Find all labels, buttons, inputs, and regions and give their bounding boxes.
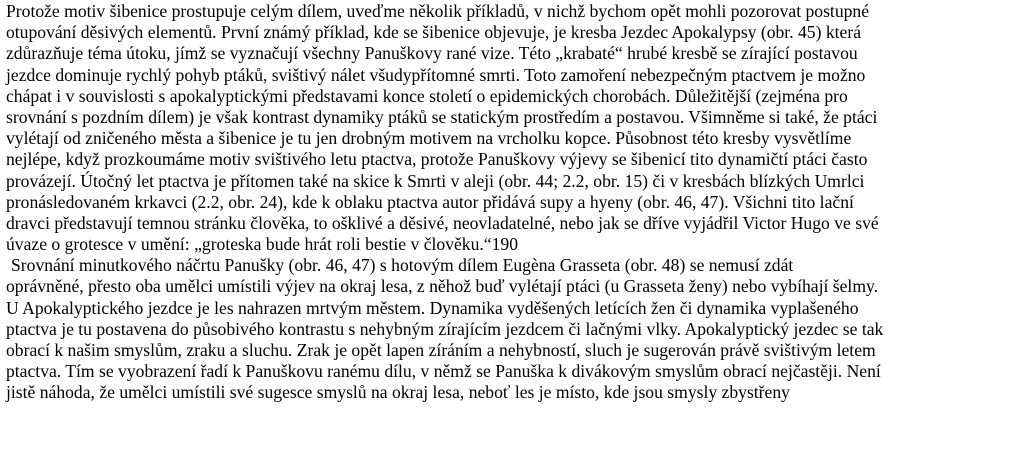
text-line: obrací k našim smyslům, zraku a sluchu. Zrak je opět lapen zíráním a nehybností, sluch je sugerován právě svištivým letem: [6, 340, 876, 360]
text-line: chápat i v souvislosti s apokalyptickými představami konce století o epidemických chorobách. Důležitější (zejména pro: [6, 85, 848, 106]
text-line: Protože motiv šibenice prostupuje celým dílem, uveďme několik příkladů, v nichž bychom opět mohli pozorovat postupné: [6, 1, 870, 21]
text-line: Srovnání minutkového náčrtu Panušky (obr. 46, 47) s hotovým dílem Eugèna Grasseta (obr. 48) se nemusí zdát: [11, 255, 794, 276]
text-line: pronásledovaném krkavci (2.2, obr. 24), kde k oblaku ptactva autor přidává supy a hyeny (obr. 46, 47). Všichni tito lační: [6, 191, 854, 212]
paragraph-2: [6, 255, 1018, 403]
text-line: otupování děsivých elementů. První známý příklad, kde se šibenice objevuje, je kresba Jezdec Apokalypsy (obr. 45) která: [6, 22, 862, 43]
text-line: ptactva. Tím se vyobrazení řadí k Panuškovu ranému dílu, v němž se Panuška k divákovým smyslům obrací nejčastěji. Není: [6, 361, 881, 382]
text-line: srovnání s pozdním dílem) je však kontrast dynamiky ptáků se statickým prostředím a postavou. Všimněme si také, že ptáci: [6, 106, 878, 127]
text-line: jistě náhoda, že umělci umístili své sugesce smyslů na okraj lesa, neboť les je místo, kde jsou smysly zbystřeny: [6, 382, 790, 403]
text-line: vylétají od zničeného města a šibenice je tu jen drobným motivem na vrcholku kopce. Působnost této kresby vysvětlíme: [6, 128, 852, 149]
text-line: jezdce dominuje rychlý pohyb ptáků, svištivý nálet všudypřítomné smrti. Toto zamoření nebezpečným ptactvem je možno: [6, 64, 866, 85]
text-line: zdůrazňuje téma útoku, jímž se vyznačují všechny Panuškovy rané vize. Této „krabaté“ hrubé kresbě se zírající postavou: [6, 43, 858, 64]
text-line: nejlépe, když prozkoumáme motiv svištivého letu ptactva, protože Panuškovy výjevy se šibenicí tito dynamičtí ptáci často: [6, 149, 868, 170]
text-line: provázejí. Útočný let ptactva je přítomen také na skice k Smrti v aleji (obr. 44; 2.2, obr. 15) či v kresbách blízkých Umrlci: [6, 170, 865, 191]
text-line: dravci představují temnou stránku člověka, to ošklivé a děsivé, neovladatelné, nebo jak se dříve vyjádřil Victor Hugo ve své: [6, 212, 879, 233]
text-line: U Apokalyptického jezdce je les nahrazen mrtvým městem. Dynamika vyděšených letících žen či dynamika vyplašeného: [6, 297, 859, 318]
text-line: oprávněné, přesto oba umělci umístili výjev na okraj lesa, z něhož buď vylétají ptáci (u Grasseta ženy) nebo vybíhají šelmy.: [6, 276, 879, 297]
document-page: [0, 1, 1024, 464]
text-line: úvaze o grotesce v umění: „groteska bude hrát roli bestie v člověku.“190: [6, 234, 518, 255]
text-line: ptactva je tu postavena do působivého kontrastu s nehybným zírajícím jezdcem či lačnými vlky. Apokalyptický jezdec se tak: [6, 318, 884, 339]
paragraph-1: [6, 1, 1018, 255]
